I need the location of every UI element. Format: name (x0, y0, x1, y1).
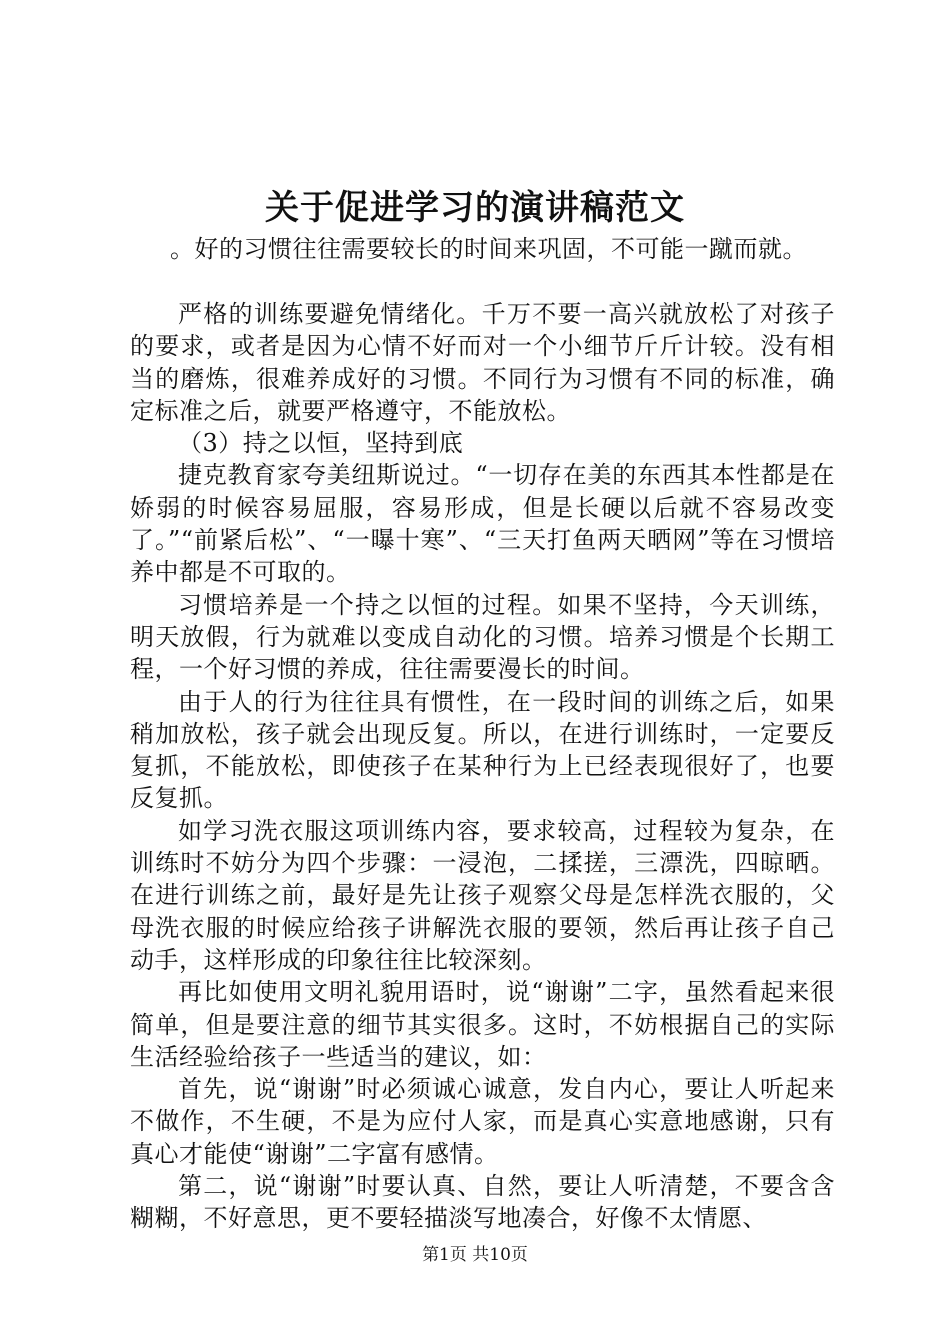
paragraph: 捷克教育家夸美纽斯说过。“一切存在美的东西其本性都是在娇弱的时候容易屈服，容易形成，但是长硬以后就不容易改变了。”“前紧后松”、“一曝十寒”、“三天打鱼两天晒网”等在习惯培养中都是不可取的。 (130, 461, 835, 587)
paragraph: 习惯培养是一个持之以恒的过程。如果不坚持，今天训练，明天放假，行为就难以变成自动化的习惯。培养习惯是个长期工程，一个好习惯的养成，往往需要漫长的时间。 (130, 590, 835, 684)
page-footer: 第1页 共10页 (422, 1245, 528, 1265)
paragraph: 首先，说“谢谢”时必须诚心诚意，发自内心，要让人听起来不做作，不生硬，不是为应付人家，而是真心实意地感谢，只有真心才能使“谢谢”二字富有感情。 (130, 1075, 835, 1168)
paragraph: 由于人的行为往往具有惯性，在一段时间的训练之后，如果稍加放松，孩子就会出现反复。所以，在进行训练时，一定要反复抓，不能放松，即使孩子在某种行为上已经表现很好了，也要反复抓。 (130, 687, 835, 813)
section-heading: （3）持之以恒，坚持到底 (178, 429, 464, 458)
paragraph: 严格的训练要避免情绪化。千万不要一高兴就放松了对孩子的要求，或者是因为心情不好而对一个小细节斤斤计较。没有相当的磨炼，很难养成好的习惯。不同行为习惯有不同的标准，确定标准之后，就要严格遵守，不能放松。 (130, 300, 835, 425)
paragraph: 再比如使用文明礼貌用语时，说“谢谢”二字，虽然看起来很简单，但是要注意的细节其实很多。这时，不妨根据自己的实际生活经验给孩子一些适当的建议，如： (130, 978, 835, 1071)
document-body (130, 298, 835, 1235)
document-title: 关于促进学习的演讲稿范文 (265, 188, 685, 228)
paragraph: 第二，说“谢谢”时要认真、自然，要让人听清楚，不要含含糊糊，不好意思，更不要轻描淡写地凑合，好像不太情愿、 (130, 1172, 835, 1233)
paragraph: 如学习洗衣服这项训练内容，要求较高，过程较为复杂，在训练时不妨分为四个步骤：一浸泡，二揉搓，三漂洗，四晾晒。在进行训练之前，最好是先让孩子观察父母是怎样洗衣服的，父母洗衣服的时候应给孩子讲解洗衣服的要领，然后再让孩子自己动手，这样形成的印象往往比较深刻。 (130, 816, 835, 974)
intro-line: 。好的习惯往往需要较长的时间来巩固，不可能一蹴而就。 (170, 235, 807, 263)
